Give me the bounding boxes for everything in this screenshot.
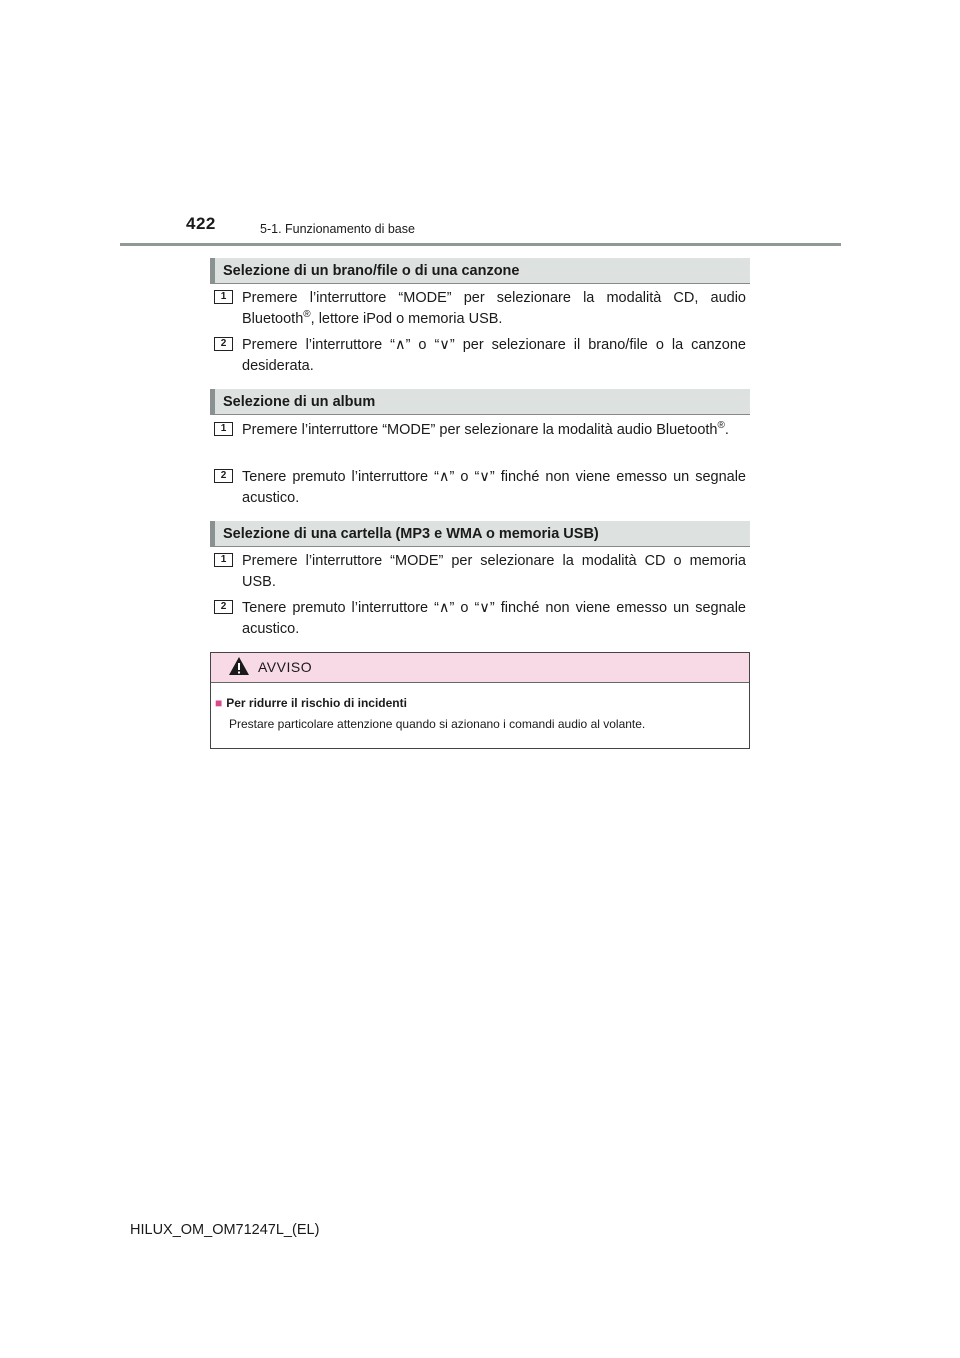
square-bullet-icon: ■ [215,696,223,710]
step-number-badge: 1 [214,422,233,436]
warning-item-text: Prestare particolare attenzione quando si azionano i comandi audio al volante. [229,717,646,731]
step-item [214,598,746,640]
step-number-badge: 1 [214,553,233,567]
page-number: 422 [186,214,216,233]
step-number-badge: 2 [214,469,233,483]
document-code-footer: HILUX_OM_OM71247L_(EL) [130,1222,320,1238]
warning-title: AVVISO [258,659,313,675]
chapter-section-title: 5-1. Funzionamento di base [260,222,415,236]
step-number-badge: 1 [214,290,233,304]
step-text: Premere l’interruttore “MODE” per selezionare la modalità audio Bluetooth®. [242,420,729,438]
warning-box [210,652,750,749]
warning-header [211,653,749,683]
step-text: Tenere premuto l’interruttore “∧” o “∨” finché non viene emesso un segnale acustico. [242,600,746,637]
section-heading-track: Selezione di un brano/file o di una canzone [210,258,750,284]
step-item [214,551,746,593]
step-text: Premere l’interruttore “MODE” per selezionare la modalità CD o memoria USB. [242,553,746,590]
step-item [214,420,746,441]
warning-item-title: ■ Per ridurre il rischio di incidenti [215,696,407,710]
step-item [214,467,746,509]
header-rule [120,243,841,246]
warning-triangle-icon [228,656,250,681]
step-text: Premere l’interruttore “∧” o “∨” per selezionare il brano/file o la canzone desiderata. [242,337,746,374]
step-number-badge: 2 [214,600,233,614]
step-number-badge: 2 [214,337,233,351]
step-text: Premere l’interruttore “MODE” per selezionare la modalità CD, audio Bluetooth®, lettore iPod o memoria USB. [242,290,746,327]
step-item [214,288,746,330]
step-item [214,335,746,377]
section-heading-album: Selezione di un album [210,389,750,415]
section-heading-folder: Selezione di una cartella (MP3 e WMA o memoria USB) [210,521,750,547]
step-text: Tenere premuto l’interruttore “∧” o “∨” finché non viene emesso un segnale acustico. [242,469,746,506]
